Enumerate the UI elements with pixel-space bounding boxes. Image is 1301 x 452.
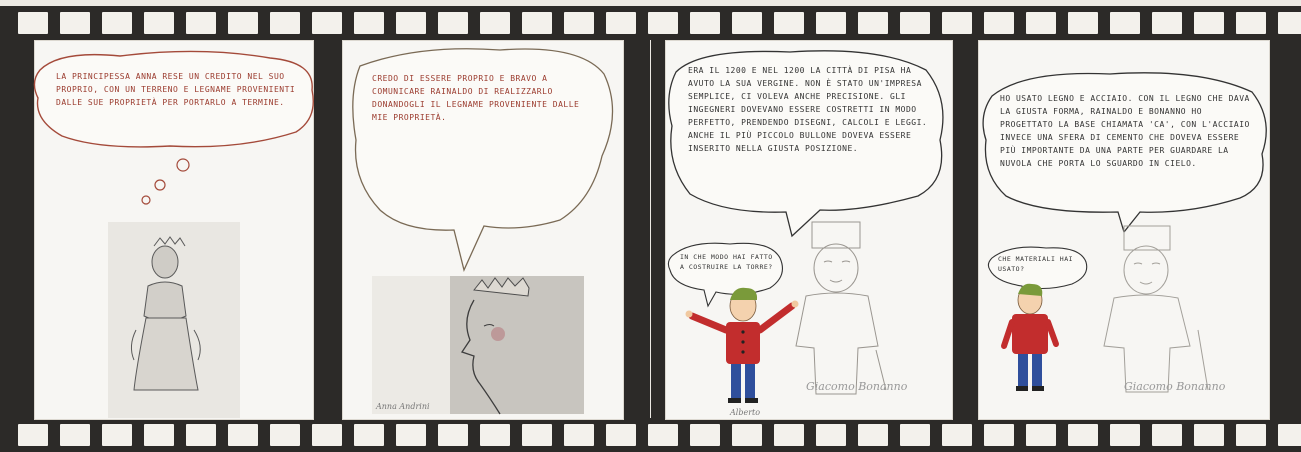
panel-4-small-bubble-text: CHE MATERIALI HAI USATO? bbox=[998, 255, 1074, 273]
panel-2-signature: Anna Andrini bbox=[376, 402, 430, 411]
engineer-sketch bbox=[796, 222, 886, 394]
boy-cartoon-panel-3 bbox=[686, 288, 799, 403]
panel-4-bubble-text: HO USATO LEGNO E ACCIAIO. CON IL LEGNO CHE DAVA LA GIUSTA FORMA, RAINALDO E BONANNO HO PROGETTATO LA BASE CHIAMATA 'CA', CON L'ACCIAIO INVECE UNA SFERA DI CEMENTO CHE DOVEVA ESSERE PIÙ IMPORTANTE DA UNA PARTE PER GUARDARE LA NUVOLA CHE PORTA LO SGUARDO IN CIELO. bbox=[1000, 94, 1250, 168]
thought-dot-small bbox=[142, 196, 150, 204]
thought-dot-large bbox=[177, 159, 189, 171]
princess-drawing bbox=[108, 222, 240, 418]
queen-profile-drawing bbox=[372, 276, 584, 414]
panel-2-bubble-text: CREDO DI ESSERE PROPRIO E BRAVO A COMUNICARE RAINALDO DI REALIZZARLO DONANDOGLI IL LEGNAME PROVENIENTE DALLE MIE PROPRIETÀ. bbox=[372, 74, 580, 122]
engineer-sketch-panel-4 bbox=[1104, 226, 1208, 392]
panel-3-small-signature: Alberto bbox=[730, 408, 761, 417]
panel-4-signature: Giacomo Bonanno bbox=[1124, 380, 1226, 393]
boy-cartoon-panel-4 bbox=[1004, 284, 1056, 391]
panel-3-bubble-text: ERA IL 1200 E NEL 1200 LA CITTÀ DI PISA HA AVUTO LA SUA VERGINE. NON È STATO UN'IMPRESA SEMPLICE, CI VOLEVA ANCHE PRECISIONE. GLI INGEGNERI DOVEVANO ESSERE COSTRETTI IN MODO PERFETTO, PRENDENDO DISEGNI, CALCOLI E LEGGI. ANCHE IL PIÙ PICCOLO BULLONE DOVEVA ESSERE INSERITO NELLA GIUSTA POSIZIONE. bbox=[688, 66, 928, 153]
panel-3-small-bubble-text: IN CHE MODO HAI FATTO A COSTRUIRE LA TORRE? bbox=[680, 253, 773, 271]
panel-1-bubble-text: LA PRINCIPESSA ANNA RESE UN CREDITO NEL SUO PROPRIO, CON UN TERRENO E LEGNAME PROVENIENTI DALLE SUE PROPRIETÀ PER PORTARLO A TERMINE. bbox=[56, 72, 296, 107]
panel-3-signature: Giacomo Bonanno bbox=[806, 380, 908, 393]
thought-dot-mid bbox=[155, 180, 165, 190]
